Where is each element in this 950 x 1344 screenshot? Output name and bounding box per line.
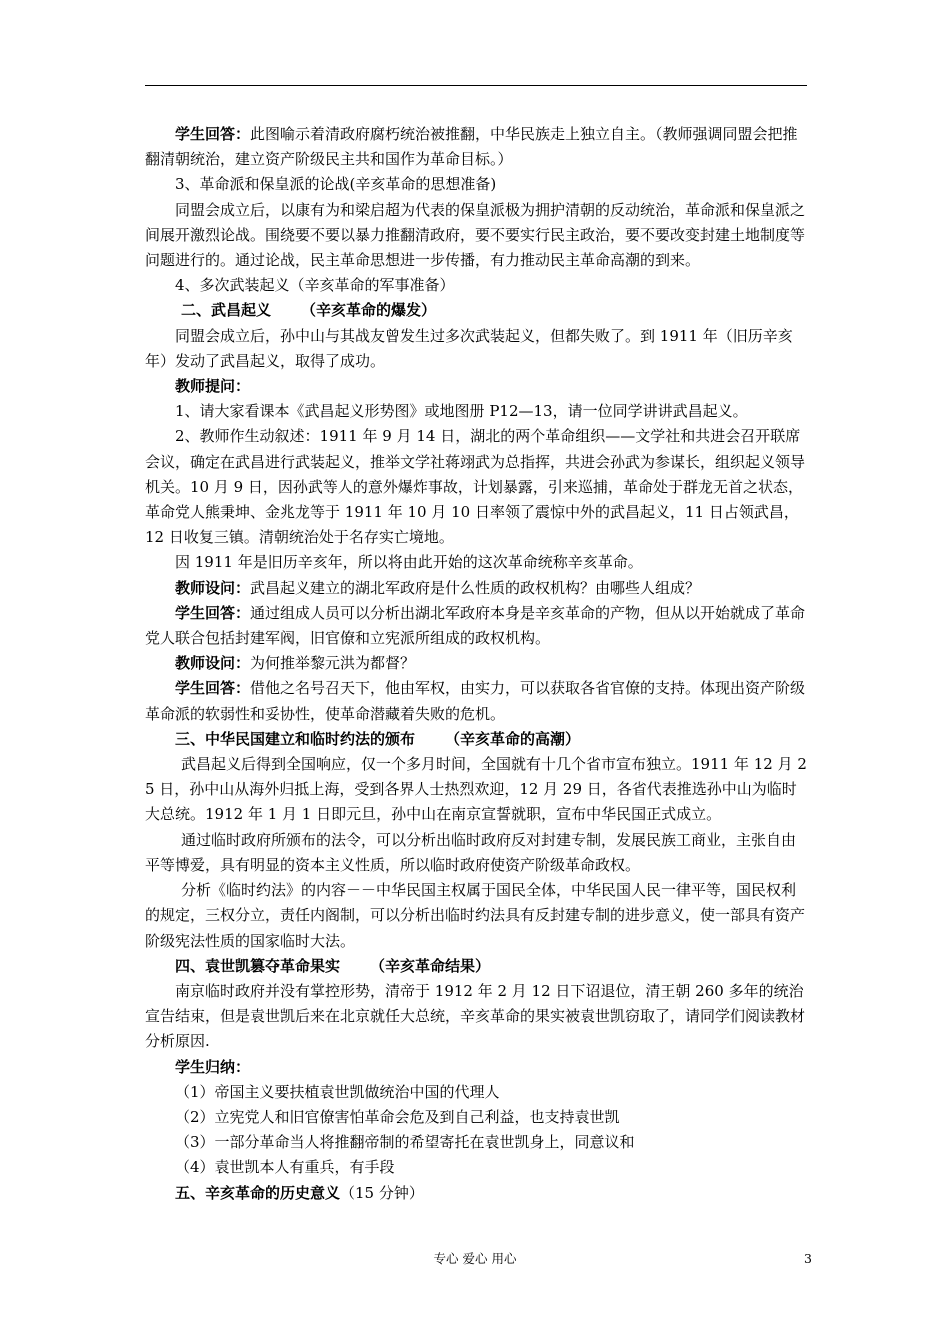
- paragraph-teacher-ask-2: 教师设问：为何推举黎元洪为都督？: [175, 654, 416, 673]
- heading-section-4: 四、袁世凯篡夺革命果实 （辛亥革命结果）: [175, 956, 491, 975]
- paragraph-provisional-gov: 通过临时政府所颁布的法令，可以分析出临时政府反对封建专制，发展民族工商业，主张自由平等博爱，具有明显的资本主义性质，所以临时政府使资产阶级革命政权。: [145, 830, 797, 874]
- paragraph-narration: 2、教师作生动叙述：1911 年 9 月 14 日，湖北的两个革命组织——文学社和共进会召开联席会议，确定在武昌进行武装起义，推举文学社蒋翊武为总指挥，共进会孙武为参谋长，组织起义领导机关。10 月 9 日，因孙武等人的意外爆炸事故，计划暴露，引来巡捕，革命处于群龙无首之状态，革命党人熊秉坤、金兆龙等于 1911 年 10 月 10 日率领了震惊中外的武昌起义，11 日占领武昌，12 日收复三镇。清朝统治处于名存实亡境地。: [145, 427, 806, 547]
- document-body: [145, 122, 807, 1206]
- heading-section-2: 二、武昌起义 （辛亥革命的爆发）: [181, 301, 437, 320]
- paragraph-student-answer-3: 学生回答：借他之名号召天下，他由军权，由实力，可以获取各省官僚的支持。体现出资产阶级革命派的软弱性和妥协性，使革命潜藏着失败的危机。: [145, 679, 806, 723]
- subheading-uprisings: 4、多次武装起义（辛亥革命的军事准备）: [175, 276, 455, 295]
- paragraph-debate: 同盟会成立后，以康有为和梁启超为代表的保皇派极为拥护清朝的反动统治，革命派和保皇派之间展开激烈论战。围绕要不要以暴力推翻清政府，要不要实行民主政治，要不要改变封建土地制度等问题进行的。通过论战，民主革命思想进一步传播，有力推动民主革命高潮的到来。: [145, 200, 806, 270]
- list-item-2: （2）立宪党人和旧官僚害怕革命会危及到自己利益，也支持袁世凯: [175, 1107, 620, 1126]
- paragraph-student-answer-2: 学生回答：通过组成人员可以分析出湖北军政府本身是辛亥革命的产物，但从以开始就成了革命党人联合包括封建军阀，旧官僚和立宪派所组成的政权机构。: [145, 603, 806, 648]
- list-item-1: （1）帝国主义要扶植袁世凯做统治中国的代理人: [175, 1082, 500, 1101]
- label-student-answer: 学生回答：: [175, 125, 251, 143]
- paragraph-question-1: 1、请大家看课本《武昌起义形势图》或地图册 P12—13，请一位同学讲讲武昌起义。: [175, 402, 748, 421]
- list-item-4: （4）袁世凯本人有重兵，有手段: [175, 1158, 395, 1177]
- paragraph-student-answer-1: 学生回答：此图喻示着清政府腐朽统治被推翻，中华民族走上独立自主。（教师强调同盟会把推翻清朝统治，建立资产阶级民主共和国作为革命目标。）: [145, 125, 798, 169]
- paragraph-republic-founding: 武昌起义后得到全国响应，仅一个多月时间，全国就有十几个省市宣布独立。1911 年 12 月 25 日，孙中山从海外归抵上海，受到各界人士热烈欢迎，12 月 29 日，各省代表推选孙中山为临时大总统。1912 年 1 月 1 日即元旦，孙中山在南京宣誓就职，宣布中华民国正式成立。: [145, 755, 807, 824]
- paragraph-xinhai-name: 因 1911 年是旧历辛亥年，所以将由此开始的这次革命统称辛亥革命。: [175, 553, 643, 572]
- subheading-debate: 3、革命派和保皇派的论战(辛亥革命的思想准备): [175, 175, 497, 194]
- page-number: 3: [804, 1251, 812, 1266]
- paragraph-wuchang-intro: 同盟会成立后，孙中山与其战友曾发生过多次武装起义，但都失败了。到 1911 年（旧历辛亥年）发动了武昌起义，取得了成功。: [145, 326, 793, 370]
- paragraph-provisional-constitution: 分析《临时约法》的内容－－中华民国主权属于国民全体，中华民国人民一律平等，国民权利的规定，三权分立，责任内阁制，可以分析出临时约法具有反封建专制的进步意义，使一部具有资产阶级宪法性质的国家临时大法。: [145, 881, 806, 950]
- label-teacher-question: 教师提问：: [175, 377, 251, 396]
- label-student-summary: 学生归纳：: [175, 1057, 251, 1076]
- paragraph-teacher-ask-1: 教师设问：武昌起义建立的湖北军政府是什么性质的政权机构？由哪些人组成？: [175, 578, 701, 597]
- footer-motto: 专心 爱心 用心: [433, 1251, 517, 1266]
- list-item-3: （3）一部分革命当人将推翻帝制的希望寄托在袁世凯身上，同意议和: [175, 1133, 635, 1152]
- heading-section-5: 五、辛亥革命的历史意义（15 分钟）: [175, 1183, 424, 1202]
- paragraph-yuan-shikai: 南京临时政府并没有掌控形势，清帝于 1912 年 2 月 12 日下诏退位，清王朝 260 多年的统治宣告结束，但是袁世凯后来在北京就任大总统，辛亥革命的果实被袁世凯窃取了，请同学们阅读教材分析原因.: [145, 981, 806, 1051]
- heading-section-3: 三、中华民国建立和临时约法的颁布 （辛亥革命的高潮）: [175, 729, 581, 748]
- header-rule: [145, 85, 807, 86]
